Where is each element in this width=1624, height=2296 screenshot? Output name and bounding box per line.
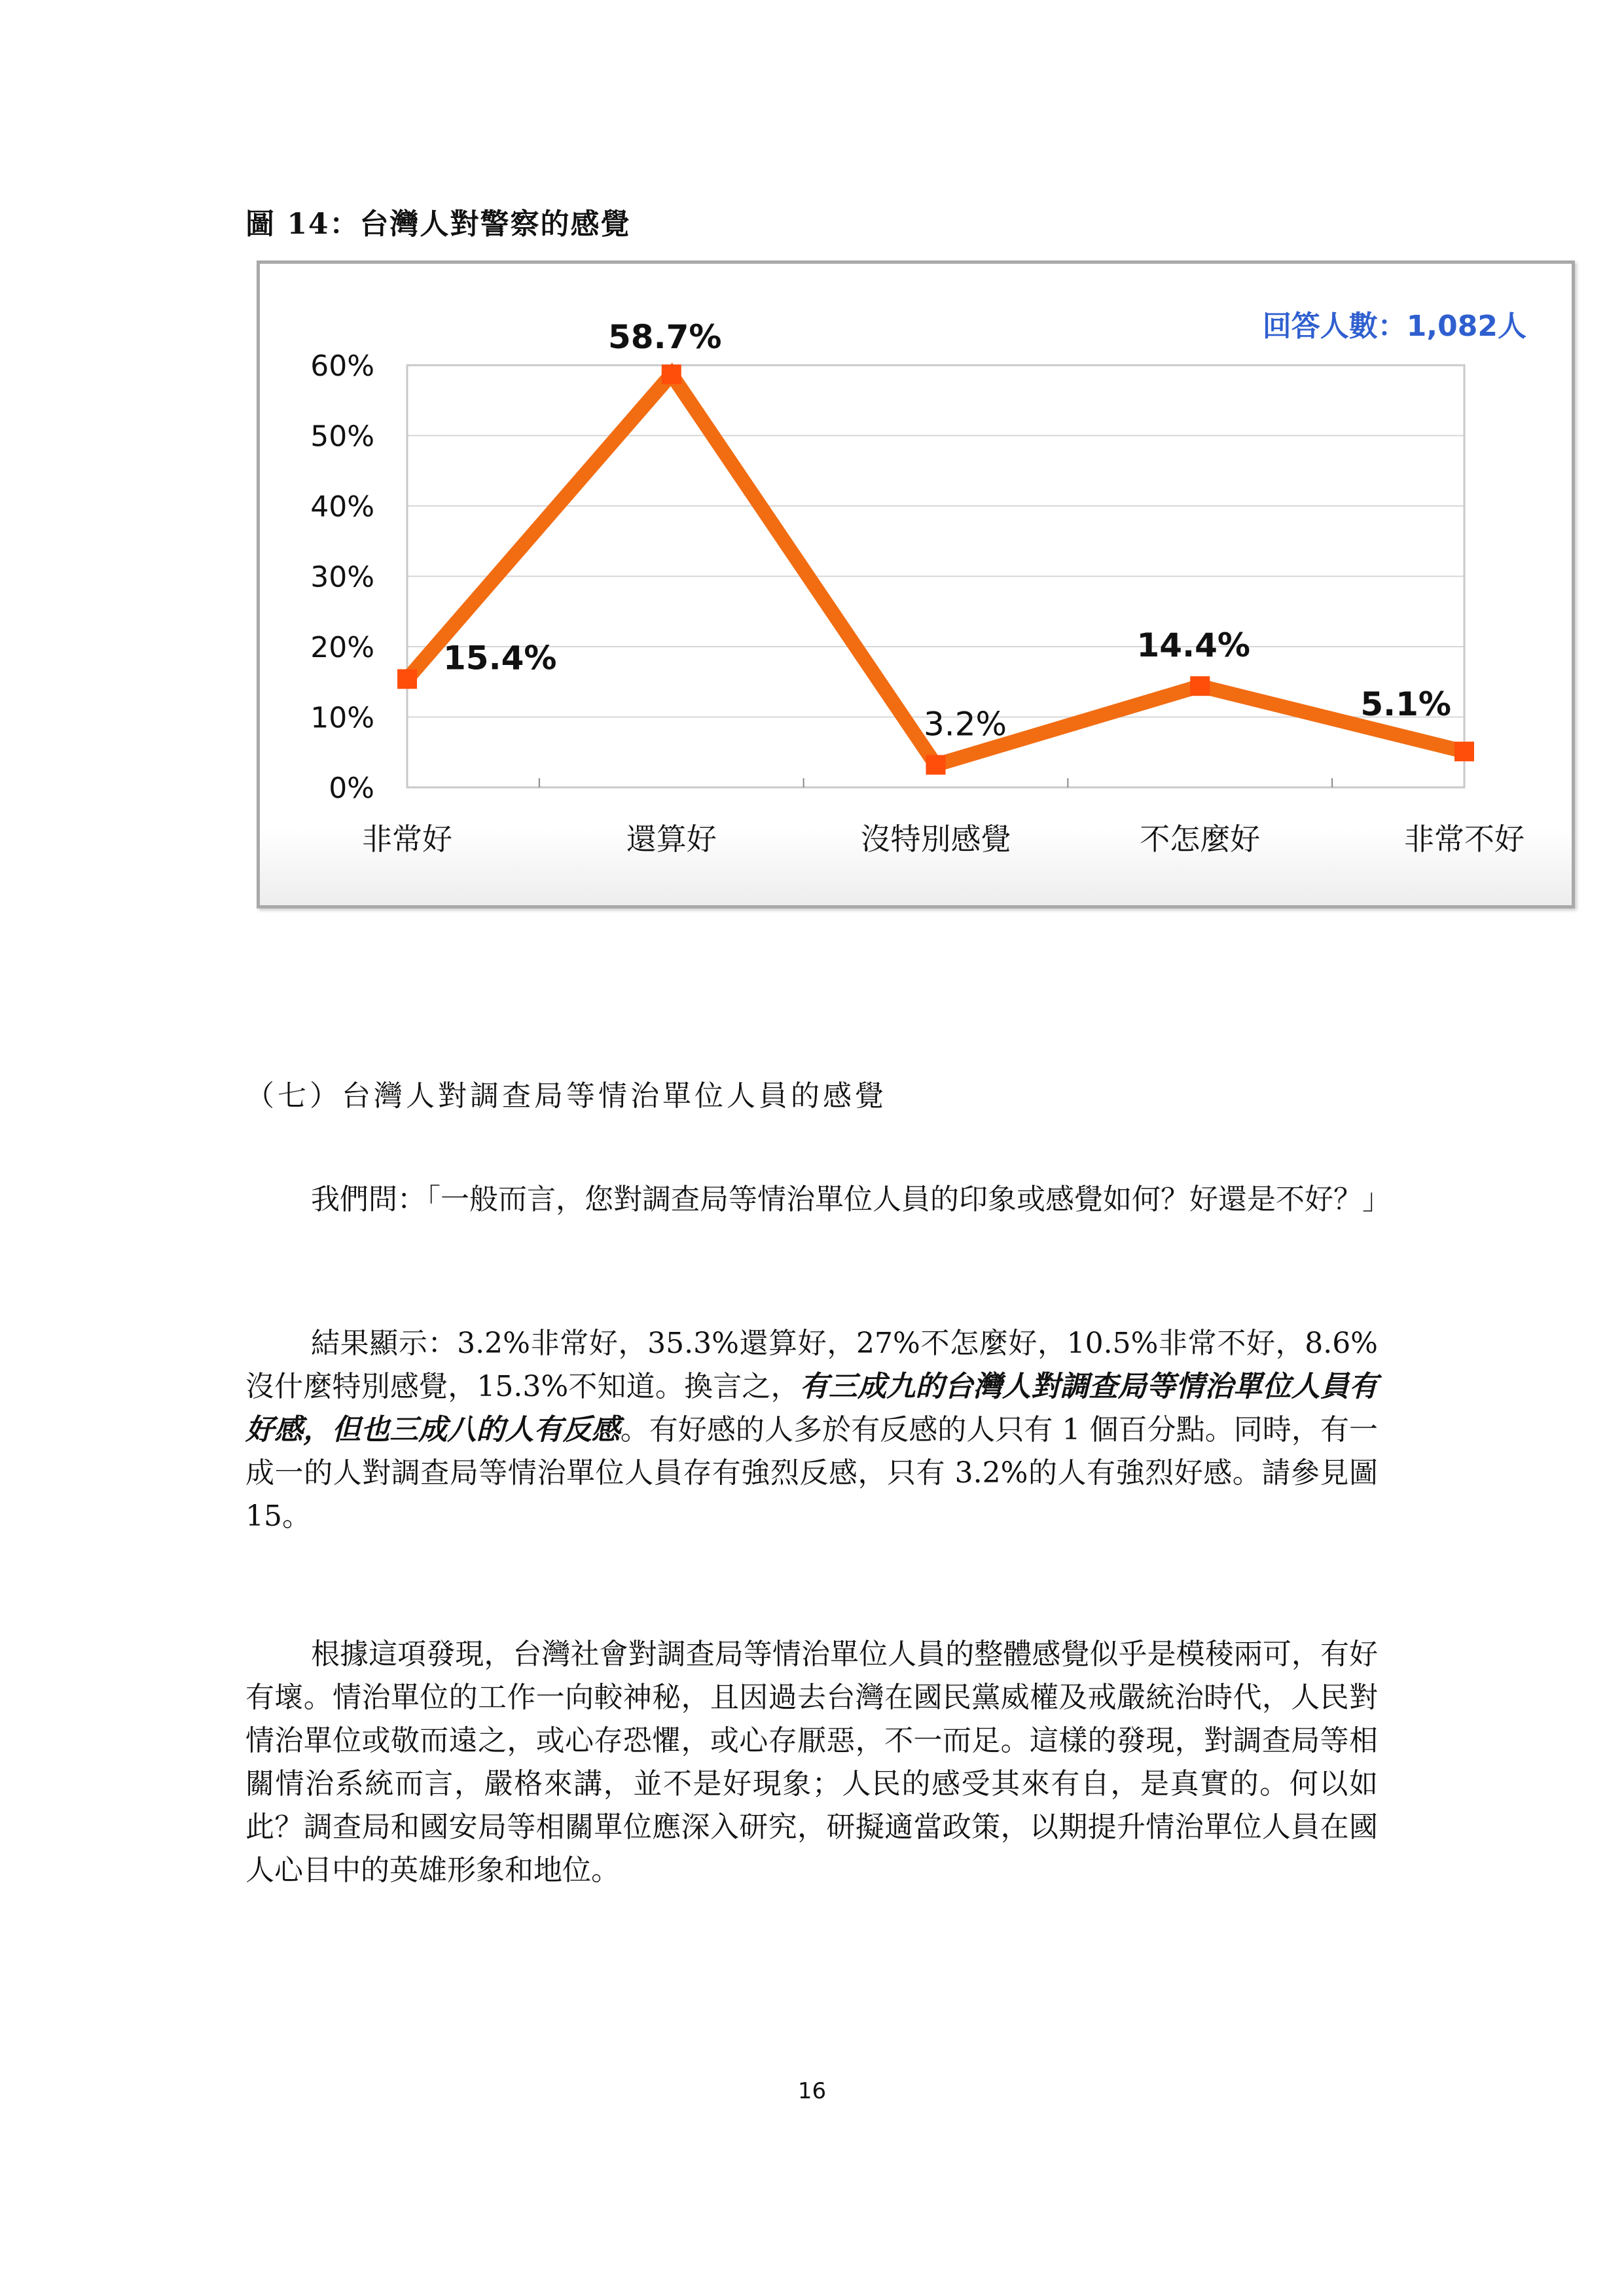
y-tick-label: 0% <box>329 772 374 805</box>
data-point <box>926 755 946 775</box>
y-tick-label: 40% <box>310 490 374 524</box>
analysis-text: 根據這項發現，台灣社會對調查局等情治單位人員的整體感覺似乎是模稜兩可，有好有壞。情治單位的工作一向較神秘，且因過去台灣在國民黨威權及戒嚴統治時代，人民對情治單位或敬而遠之，或心存恐懼，或心存厭惡，不一而足。這樣的發現，對調查局等相關情治系統而言，嚴格來講，並不是好現象；人民的感受其來有自，是真實的。何以如此？調查局和國安局等相關單位應深入研究，研擬適當政策，以期提升情治單位人員在國人心目中的英雄形象和地位。 <box>245 1638 1378 1887</box>
data-point <box>397 669 417 689</box>
analysis-paragraph <box>245 1633 1378 1892</box>
x-tick-label: 非常不好 <box>1404 821 1525 857</box>
y-tick-label: 50% <box>310 420 374 454</box>
section-heading: （七）台灣人對調查局等情治單位人員的感覺 <box>245 1079 887 1113</box>
data-point <box>662 365 681 384</box>
x-tick-label: 不怎麼好 <box>1140 821 1261 857</box>
y-tick-label: 60% <box>310 350 374 383</box>
data-label: 58.7% <box>608 317 722 356</box>
x-tick-label: 沒特別感覺 <box>860 821 1011 857</box>
question-paragraph <box>245 1178 1391 1221</box>
result-text-b: 。有好感的人多於有反感的人只有 1 個百分點。同時，有一成一的人對調查局等情治單位人員存有強烈反感，只有 3.2%的人有強烈好感。請參見圖 15。 <box>245 1413 1379 1533</box>
result-text-a: 結果顯示：3.2%非常好，35.3%還算好，27%不怎麼好，10.5%非常不好，8.6%沒什麼特別感覺，15.3%不知道。換言之， <box>245 1327 1378 1403</box>
y-tick-label: 20% <box>310 631 374 664</box>
question-text: 我們問：「一般而言，您對調查局等情治單位人員的印象或感覺如何？好還是不好？」 <box>311 1183 1391 1216</box>
chart-frame <box>257 260 1575 908</box>
x-tick-label: 非常好 <box>362 821 452 857</box>
x-tick-label: 還算好 <box>626 821 717 857</box>
labels <box>443 318 1451 744</box>
gridlines <box>407 365 1464 717</box>
data-point <box>1190 676 1210 696</box>
result-paragraph <box>245 1322 1378 1538</box>
data-label: 5.1% <box>1360 685 1451 724</box>
y-tick-label: 30% <box>310 560 374 594</box>
data-label: 3.2% <box>923 705 1007 744</box>
axes <box>310 350 1525 857</box>
page-number: 16 <box>797 2078 827 2104</box>
respondents-count: 回答人數：1,082人 <box>1262 310 1526 343</box>
line-chart <box>260 264 1572 905</box>
data-point <box>1454 742 1474 761</box>
result-emphasis: 有三成九的台灣人對調查局等情治單位人員有好感，但也三成八的人有反感 <box>245 1370 1378 1446</box>
y-tick-label: 10% <box>310 701 374 735</box>
figure-title: 圖 14：台灣人對警察的感覺 <box>245 207 631 241</box>
data-label: 14.4% <box>1136 626 1250 665</box>
data-label: 15.4% <box>443 639 557 677</box>
